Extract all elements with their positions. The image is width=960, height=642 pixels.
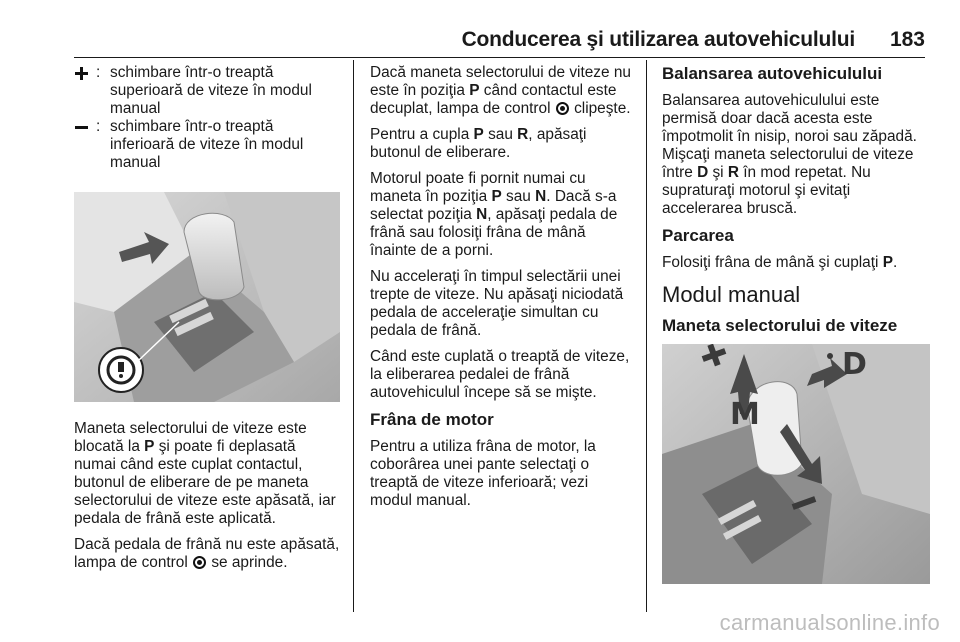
column-1 (74, 64, 340, 580)
manual-mode-selector-photo (662, 344, 930, 584)
column-divider-1 (353, 60, 354, 612)
d-position-label: D (842, 347, 867, 382)
header-title: Conducerea şi utilizarea autovehiculului (461, 28, 855, 51)
brake-warning-lamp-icon (556, 102, 569, 115)
heading-parking: Parcarea (662, 226, 734, 245)
symbol-definition-list (74, 64, 340, 172)
column-2 (370, 64, 632, 518)
paragraph: Motorul poate fi pornit numai cu maneta în poziţia P sau N. Dacă s-a selectat poziţia N, apăsaţi pedala de frână sau folosiţi frâna de mână înainte de a porni. (370, 170, 618, 259)
definition-upshift (74, 64, 340, 118)
m-position-label: M (730, 397, 760, 432)
paragraph: Pentru a utiliza frâna de motor, la coborârea unei pante selectaţi o treaptă de viteze inferioară; vezi modul manual. (370, 438, 596, 509)
minus-icon (74, 118, 96, 136)
gear-selector-photo (74, 192, 340, 402)
brake-warning-lamp-icon (193, 556, 206, 569)
section-title: Modul manual (662, 282, 801, 307)
paragraph: Folosiţi frâna de mână şi cuplaţi P. (662, 254, 898, 271)
definition-colon: : (96, 64, 101, 81)
paragraph: Pentru a cupla P sau R, apăsaţi butonul de eliberare. (370, 126, 587, 161)
column-3 (662, 64, 930, 584)
header-rule (74, 57, 925, 58)
page-header (0, 0, 960, 58)
paragraph: Dacă pedala de frână nu este apăsată, lampa de control se aprinde. (74, 536, 340, 571)
heading-rocking: Balansarea autovehiculului (662, 64, 883, 83)
paragraph: Nu acceleraţi în timpul selectării unei trepte de viteze. Nu apăsaţi niciodată pedala de acceleraţie simultan cu pedala de frână. (370, 268, 624, 339)
column-divider-2 (646, 60, 647, 612)
paragraph: Dacă maneta selectorului de viteze nu este în poziţia P când contactul este decuplat, lampa de control clipeşte. (370, 64, 631, 117)
paragraph: Balansarea autovehiculului este permisă doar dacă acesta este împotmolit în nisip, noroi sau zăpadă. Mişcaţi maneta selectorului de viteze între D şi R în mod repetat. Nu supraturaţi motorul şi evitaţi accelerarea bruscă. (662, 92, 917, 217)
definition-downshift (74, 118, 340, 172)
plus-icon (74, 64, 96, 82)
heading-engine-brake: Frâna de motor (370, 410, 494, 429)
definition-colon: : (96, 118, 101, 135)
definition-text: schimbare într-o treaptă inferioară de viteze în modul manual (110, 118, 304, 171)
subheading: Maneta selectorului de viteze (662, 316, 898, 335)
paragraph: Când este cuplată o treaptă de viteze, la eliberarea pedalei de frână autovehiculul începe să se mişte. (370, 348, 630, 401)
watermark: carmanualsonline.info (719, 610, 940, 635)
paragraph: Maneta selectorului de viteze este blocată la P şi poate fi deplasată numai când este cuplat contactul, butonul de eliberare de pe maneta selectorului de viteze este apăsată, iar pedala de frână este aplicată. (74, 420, 336, 527)
page-number: 183 (889, 28, 925, 51)
definition-text: schimbare într-o treaptă superioară de viteze în modul manual (110, 64, 312, 117)
